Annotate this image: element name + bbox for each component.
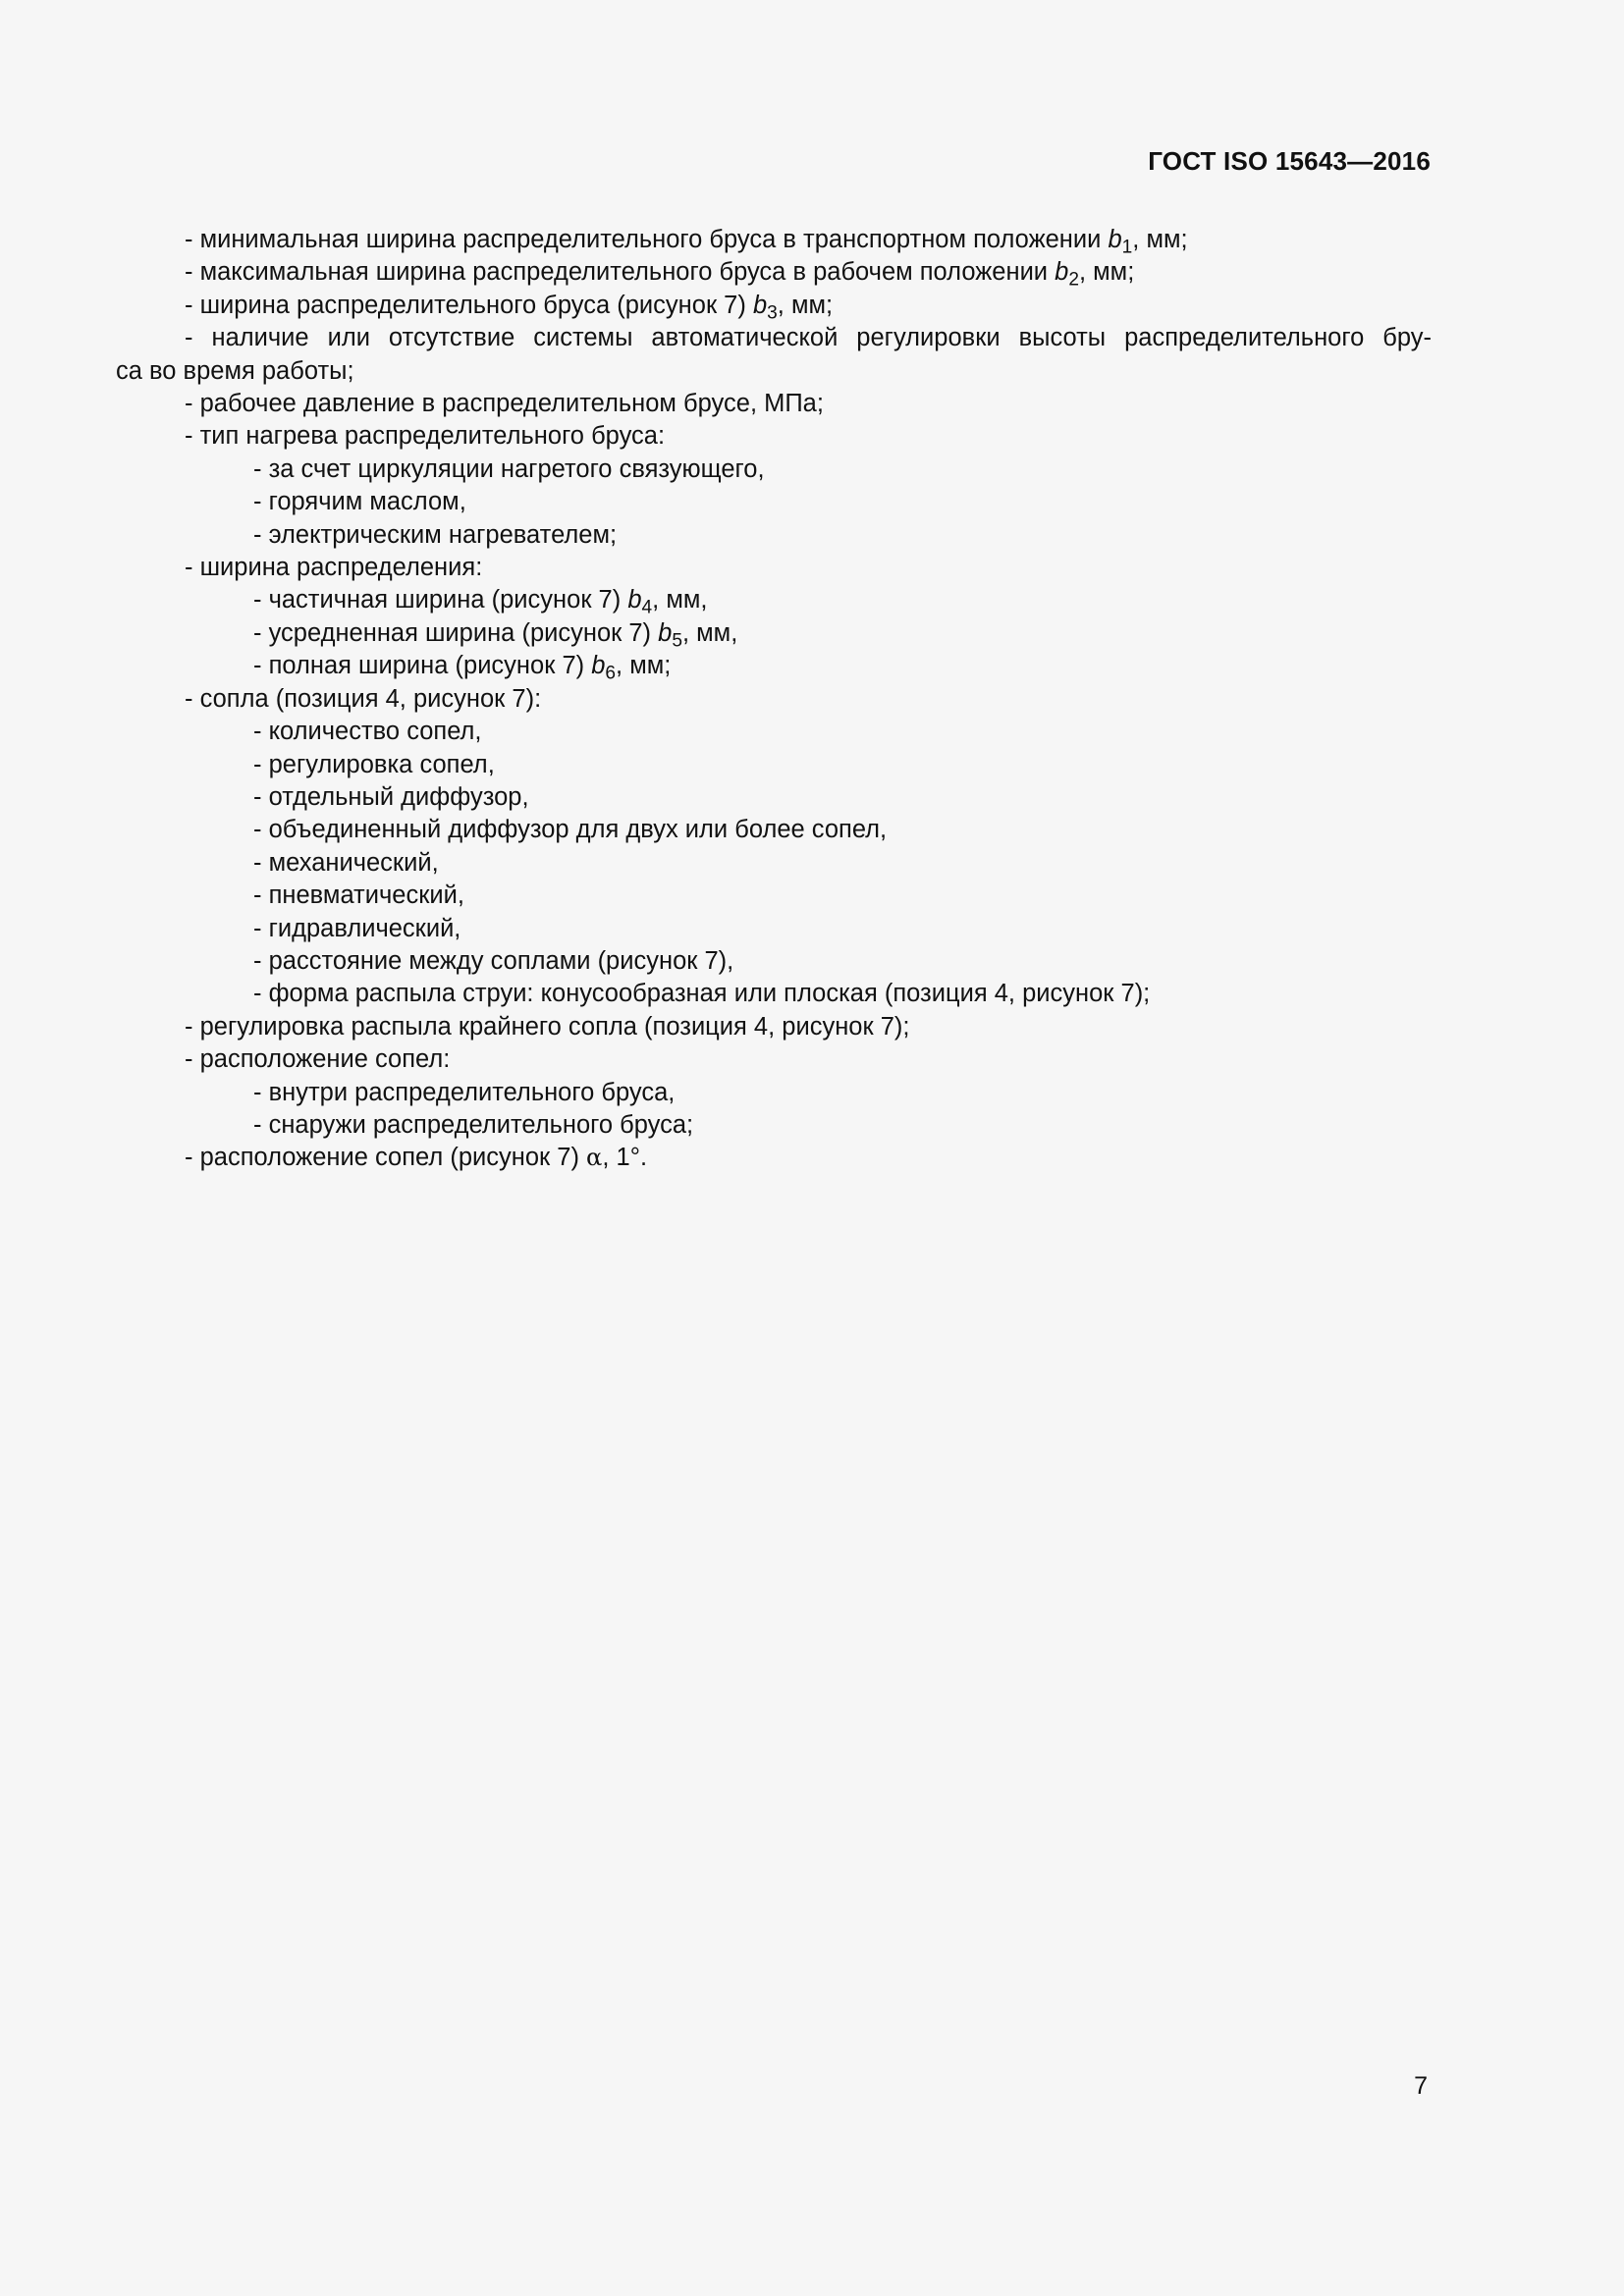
sub-item-hydraulic: - гидравлический, xyxy=(253,914,461,942)
variable-alpha: α xyxy=(586,1144,603,1172)
document-code-header: ГОСТ ISO 15643—2016 xyxy=(1148,146,1431,176)
list-item-bar-width: - ширина распределительного бруса (рисунок 7) $b_3$, мм; xyxy=(185,291,834,324)
list-item-distribution-width: - ширина распределения: xyxy=(185,554,483,582)
sub-item-nozzle-adjustment: - регулировка сопел, xyxy=(253,750,495,778)
document-body xyxy=(116,224,1432,1175)
list-item-pressure: - рабочее давление в распределительном брусе, МПа; xyxy=(185,390,824,418)
sub-item-nozzle-count: - количество сопел, xyxy=(253,718,482,746)
variable-b3: $b_3$ xyxy=(752,291,778,324)
variable-b6: $b_6$ xyxy=(591,652,617,685)
variable-b1: $b_1$ xyxy=(1108,226,1133,258)
list-item-auto-height-line1: - наличие или отсутствие системы автоматической регулировки высоты распределительного бру- xyxy=(185,324,1432,352)
sub-item-mechanical: - механический, xyxy=(253,848,439,877)
list-item-nozzles: - сопла (позиция 4, рисунок 7): xyxy=(185,684,542,713)
sub-item-separate-diffuser: - отдельный диффузор, xyxy=(253,782,529,811)
sub-item-heating-electric: - электрическим нагревателем; xyxy=(253,520,618,549)
variable-b4: $b_4$ xyxy=(627,586,653,619)
page-number: 7 xyxy=(1414,2072,1428,2100)
list-item-nozzle-location: - расположение сопел: xyxy=(185,1045,451,1074)
variable-b2: $b_2$ xyxy=(1055,258,1079,292)
sub-item-heating-circulation: - за счет циркуляции нагретого связующего, xyxy=(253,454,765,483)
sub-item-average-width: - усредненная ширина (рисунок 7) $b_5$, мм, xyxy=(253,618,738,652)
sub-item-nozzle-distance: - расстояние между соплами (рисунок 7), xyxy=(253,946,734,975)
sub-item-inside-bar: - внутри распределительного бруса, xyxy=(253,1078,676,1106)
sub-item-pneumatic: - пневматический, xyxy=(253,881,464,910)
variable-b5: $b_5$ xyxy=(658,618,682,652)
sub-item-full-width: - полная ширина (рисунок 7) $b_6$, мм; xyxy=(253,652,672,685)
sub-item-partial-width: - частичная ширина (рисунок 7) $b_4$, мм, xyxy=(253,586,708,619)
list-item-heating-type: - тип нагрева распределительного бруса: xyxy=(185,422,666,451)
list-item-max-width: - максимальная ширина распределительного бруса в рабочем положении $b_2$, мм; xyxy=(185,258,1135,292)
sub-item-outside-bar: - снаружи распределительного бруса; xyxy=(253,1110,694,1139)
sub-item-spray-shape: - форма распыла струи: конусообразная или плоская (позиция 4, рисунок 7); xyxy=(253,980,1151,1008)
list-item-edge-nozzle: - регулировка распыла крайнего сопла (позиция 4, рисунок 7); xyxy=(185,1012,910,1041)
list-item-nozzle-angle: - расположение сопел (рисунок 7) α, 1°. xyxy=(185,1144,648,1172)
list-item-auto-height-line2: са во время работы; xyxy=(116,356,354,385)
sub-item-heating-oil: - горячим маслом, xyxy=(253,488,466,516)
list-item-min-width: - минимальная ширина распределительного бруса в транспортном положении $b_1$, мм; xyxy=(185,226,1188,258)
sub-item-combined-diffuser: - объединенный диффузор для двух или более сопел, xyxy=(253,816,888,844)
